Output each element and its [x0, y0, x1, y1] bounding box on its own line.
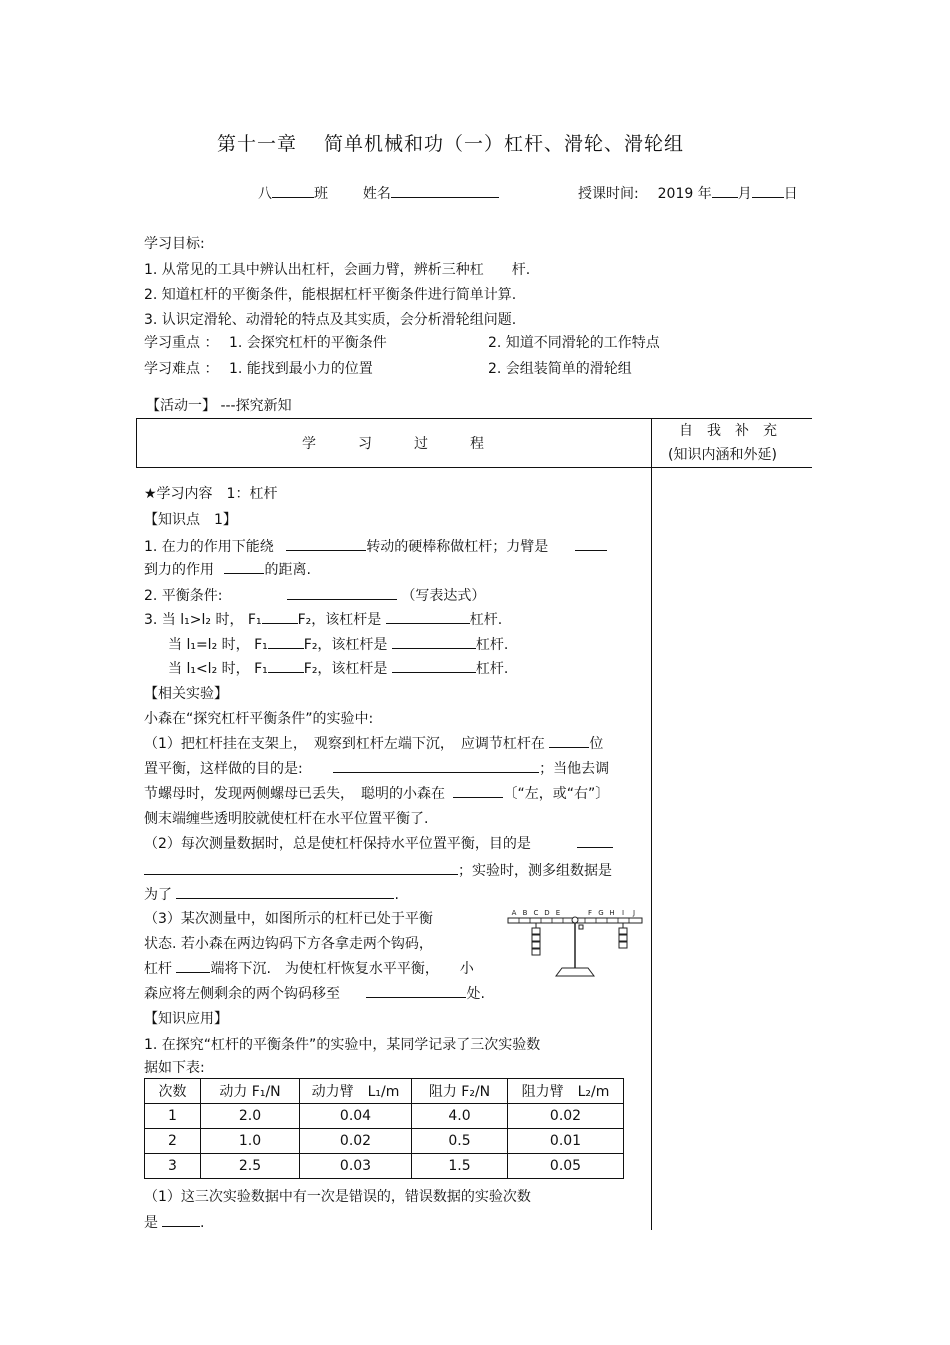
q3-condition: l₁=l₂ 时，	[186, 637, 250, 653]
goal-item: 2. 知道杠杆的平衡条件，能根据杠杆平衡条件进行简单计算.	[144, 287, 517, 303]
exp-1-line-1	[144, 733, 603, 753]
followup-line-1: （1）这三次实验数据中有一次是错误的，错误数据的实验次数	[144, 1189, 531, 1205]
lever-label: D	[544, 909, 550, 917]
q3-type-blank[interactable]	[386, 609, 470, 624]
e2-blank-2[interactable]	[144, 860, 458, 875]
exp-1-line-2	[144, 758, 609, 778]
q3-compare-blank[interactable]	[262, 609, 298, 624]
q3-type-blank[interactable]	[392, 634, 476, 649]
e3-blank-2[interactable]	[366, 983, 466, 998]
topic-heading: ★学习内容 1：杠杆	[144, 486, 278, 502]
e1-blank-3[interactable]	[453, 783, 503, 798]
table-cell: 0.04	[300, 1104, 412, 1129]
e1-text-b: 位	[589, 736, 604, 752]
e3-text-e: 森应将左侧剩余的两个钩码移至	[144, 986, 340, 1002]
q1-blank-1[interactable]	[286, 536, 366, 551]
year-label: 2019 年	[657, 186, 712, 202]
q3-end: 杠杆.	[469, 612, 503, 628]
q1-blank-2[interactable]	[575, 536, 607, 551]
table-cell: 0.02	[300, 1129, 412, 1154]
table-header-border	[136, 467, 812, 468]
month-label: 月	[737, 186, 752, 202]
supplement-subheader: (知识内涵和外延)	[668, 447, 777, 463]
class-suffix: 班	[314, 186, 328, 202]
activity-heading: 【活动一】 ---探究新知	[146, 398, 292, 414]
header-info	[258, 183, 499, 203]
question-3-row	[168, 634, 508, 654]
e2-blank-3[interactable]	[176, 884, 394, 899]
exp-2-line-3	[144, 884, 399, 904]
e1-text-c: 置平衡，这样做的目的是:	[144, 761, 303, 777]
day-label: 日	[783, 186, 798, 202]
q3-compare-blank[interactable]	[268, 658, 304, 673]
e2-text-c: 为了	[144, 887, 172, 903]
col-header: 阻力臂 L₂/m	[508, 1079, 624, 1104]
followup-text-b: 是	[144, 1215, 158, 1231]
table-header-row	[145, 1079, 624, 1104]
followup-text-c: .	[200, 1215, 205, 1231]
e1-blank-2[interactable]	[333, 758, 539, 773]
e3-text-c: 杠杆	[144, 961, 172, 977]
lever-label: A	[511, 909, 517, 917]
exp-2-line-2	[144, 860, 612, 880]
q3-prefix: 当	[168, 637, 182, 653]
table-cell: 1	[145, 1104, 201, 1129]
q3-end: 杠杆.	[475, 637, 509, 653]
table-cell: 2.5	[201, 1154, 300, 1179]
process-header: 学 习 过 程	[302, 436, 484, 452]
col-header: 阻力 F₂/N	[412, 1079, 508, 1104]
e2-text-a: （2）每次测量数据时，总是使杠杆保持水平位置平衡，目的是	[144, 836, 531, 852]
table-cell: 0.02	[508, 1104, 624, 1129]
question-3-row	[144, 609, 502, 629]
table-cell: 2	[145, 1129, 201, 1154]
table-cell: 1.0	[201, 1129, 300, 1154]
col-header: 动力臂 L₁/m	[300, 1079, 412, 1104]
exp-3-line-3	[144, 958, 474, 978]
table-cell: 4.0	[412, 1104, 508, 1129]
q1-text-a: 1. 在力的作用下能绕	[144, 539, 274, 555]
table-row	[145, 1104, 624, 1129]
key-point-1: 1. 会探究杠杆的平衡条件	[229, 335, 387, 351]
e1-text-e: 节螺母时，发现两侧螺母已丢失， 聪明的小森在	[144, 786, 445, 802]
table-row	[145, 1154, 624, 1179]
q3-condition: l₁>l₂ 时，	[180, 612, 244, 628]
q1-text-b: 转动的硬棒称做杠杆；力臂是	[366, 539, 549, 555]
difficulty-1: 1. 能找到最小力的位置	[229, 361, 373, 377]
table-top-border	[136, 418, 812, 419]
q3-force-2: F₂，该杠杆是	[303, 661, 388, 677]
exp-3-line-2: 状态. 若小森在两边钩码下方各拿走两个钩码，	[144, 936, 433, 952]
q2-text-a: 2. 平衡条件:	[144, 588, 223, 604]
table-cell: 1.5	[412, 1154, 508, 1179]
q1-text-d: 的距离.	[264, 562, 311, 578]
e1-blank-1[interactable]	[549, 733, 589, 748]
exp-1-line-4: 侧末端缠些透明胶就使杠杆在水平位置平衡了.	[144, 811, 429, 827]
question-2	[144, 585, 485, 605]
goal-item: 3. 认识定滑轮、动滑轮的特点及其实质，会分析滑轮组问题.	[144, 312, 517, 328]
q3-prefix: 当	[168, 661, 182, 677]
q2-blank[interactable]	[287, 585, 397, 600]
exp-1-line-3	[144, 783, 609, 803]
key-point-2: 2. 知道不同滑轮的工作特点	[488, 335, 660, 351]
difficulty-2: 2. 会组装简单的滑轮组	[488, 361, 632, 377]
table-row	[145, 1129, 624, 1154]
q2-text-b: （写表达式）	[401, 588, 486, 604]
month-blank[interactable]	[712, 183, 738, 198]
e2-blank-1[interactable]	[577, 833, 613, 848]
supplement-header: 自 我 补 充	[679, 423, 777, 439]
followup-blank[interactable]	[162, 1212, 200, 1227]
table-cell: 0.5	[412, 1129, 508, 1154]
table-divider	[651, 418, 652, 1230]
exp-2-line-1	[144, 833, 613, 853]
q3-type-blank[interactable]	[392, 658, 476, 673]
table-cell: 3	[145, 1154, 201, 1179]
knowledge-point-1: 【知识点 1】	[144, 512, 237, 528]
key-label: 学习重点 ：	[144, 335, 219, 351]
e3-text-d: 端将下沉. 为使杠杆恢复水平平衡， 小	[210, 961, 474, 977]
col-header: 次数	[145, 1079, 201, 1104]
lever-label: G	[598, 909, 604, 917]
e1-text-d: ；当他去调	[539, 761, 610, 777]
exp-3-line-4	[144, 983, 485, 1003]
q3-prefix: 3. 当	[144, 612, 176, 628]
question-1	[144, 536, 607, 556]
q3-condition: l₁<l₂ 时，	[186, 661, 250, 677]
experiment-intro: 小森在“探究杠杆平衡条件”的实验中:	[144, 711, 374, 727]
q3-end: 杠杆.	[475, 661, 509, 677]
apply-text-2: 据如下表:	[144, 1060, 205, 1076]
q1-text-c: 到力的作用	[144, 562, 214, 578]
day-blank[interactable]	[752, 183, 784, 198]
lever-label: F	[587, 909, 593, 917]
q1-blank-3[interactable]	[224, 559, 264, 574]
lever-label: H	[609, 909, 615, 917]
q3-force-1: F₁	[254, 637, 268, 653]
lever-label: B	[522, 909, 528, 917]
related-experiment-heading: 【相关实验】	[144, 686, 228, 702]
q3-force-2: F₂，该杠杆是	[303, 637, 388, 653]
followup-line-2	[144, 1212, 204, 1232]
q3-force-1: F₁	[247, 612, 262, 628]
exp-3-line-1: （3）某次测量中，如图所示的杠杆已处于平衡	[144, 911, 433, 927]
table-cell: 0.01	[508, 1129, 624, 1154]
lever-label: J	[632, 909, 636, 917]
name-label: 姓名	[362, 186, 391, 202]
lever-figure	[504, 906, 646, 986]
table-cell: 0.03	[300, 1154, 412, 1179]
time-label: 授课时间:	[578, 186, 639, 202]
goal-item: 1. 从常见的工具中辨认出杠杆，会画力臂，辨析三种杠 杆.	[144, 262, 531, 278]
lever-label: C	[533, 909, 539, 917]
e1-text-a: （1）把杠杆挂在支架上， 观察到杠杆左端下沉， 应调节杠杆在	[144, 736, 545, 752]
question-3-row	[168, 658, 508, 678]
table-cell: 2.0	[201, 1104, 300, 1129]
name-blank[interactable]	[391, 183, 499, 198]
q3-compare-blank[interactable]	[268, 634, 304, 649]
page-title: 第十一章 简单机械和功（一）杠杆、滑轮、滑轮组	[217, 133, 685, 155]
e1-text-f: 〔“左，或“右”〕	[503, 786, 610, 802]
lever-label: I	[621, 909, 625, 917]
lever-label: E	[555, 909, 561, 917]
q3-force-2: F₂，该杠杆是	[297, 612, 382, 628]
table-left-border	[136, 418, 137, 468]
e2-text-d: .	[394, 887, 399, 903]
e3-text-f: 处.	[466, 986, 485, 1002]
question-1-cont	[144, 559, 311, 579]
e2-text-b: ；实验时，测多组数据是	[458, 863, 612, 879]
table-cell: 0.05	[508, 1154, 624, 1179]
apply-text-1: 1. 在探究“杠杆的平衡条件”的实验中，某同学记录了三次实验数	[144, 1037, 541, 1053]
knowledge-apply-heading: 【知识应用】	[144, 1011, 228, 1027]
goals-heading: 学习目标:	[144, 236, 205, 252]
class-time	[578, 183, 798, 203]
class-blank[interactable]	[272, 183, 314, 198]
col-header: 动力 F₁/N	[201, 1079, 300, 1104]
e3-blank-1[interactable]	[176, 958, 210, 973]
q3-force-1: F₁	[254, 661, 268, 677]
difficulty-label: 学习难点 ：	[144, 361, 219, 377]
experiment-data-table	[144, 1078, 624, 1179]
class-prefix: 八	[258, 186, 272, 202]
